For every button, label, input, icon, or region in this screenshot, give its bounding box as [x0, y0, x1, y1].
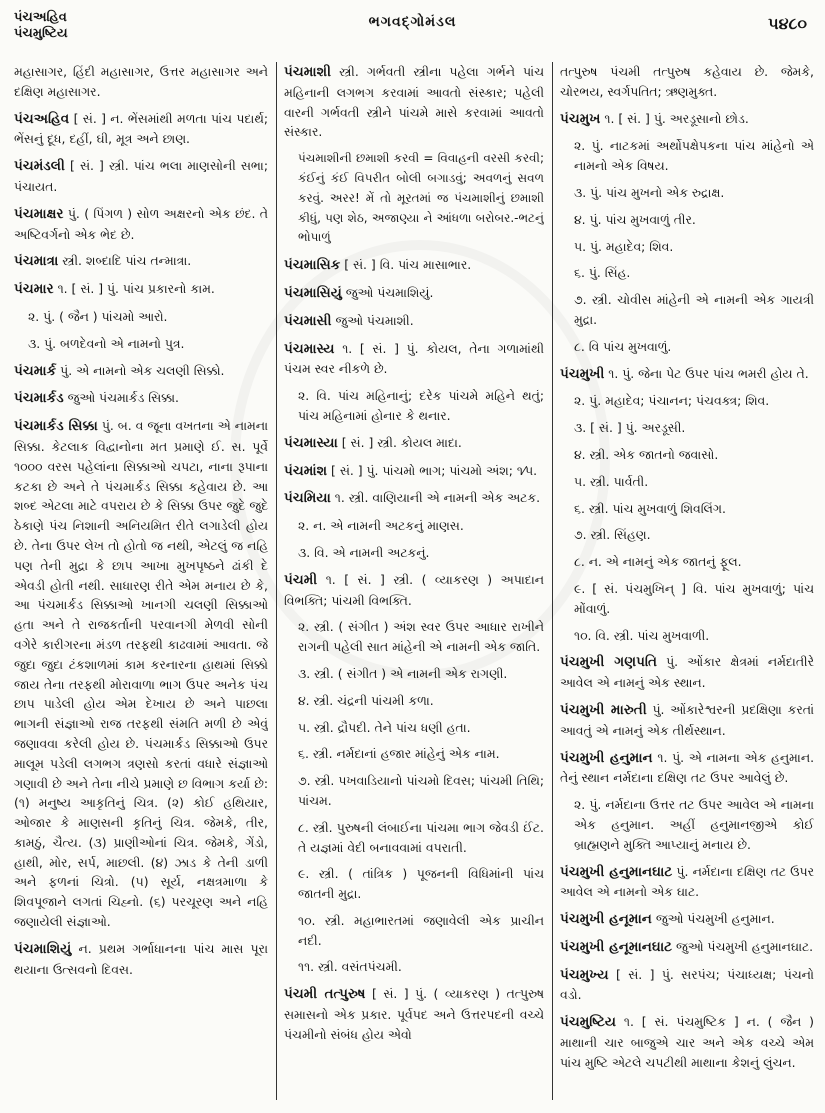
dictionary-entry	[284, 283, 544, 304]
entry-definition: ૧. [ સં. ] પું. પાંચ પ્રકારનો કામ.	[53, 281, 215, 297]
entry-sense: ૮. ન. એ નામનું એક જાતનું ફૂલ.	[574, 554, 742, 570]
column-divider-left	[276, 62, 277, 1100]
entry-definition: [ સં. ] સ્ત્રી. કોયલ માદા.	[337, 434, 462, 450]
dictionary-entry	[560, 364, 814, 385]
entry-definition: ૧. [ સં. પંચમુષ્ટિક ] ન. ( જૈન ) માથાની ચાર બાજુએ ચાર અને એક વચ્ચે એમ પાંચ મુષ્ટિ એટલે ચપટીથી માથાના કેશનું લુંચન.	[560, 1014, 814, 1070]
entry-sense: ૨. સ્ત્રી. ( સંગીત ) અંશ સ્વર ઉપર આધાર રાખીને રાગની પહેલી સાત માંહેની એ નામની એક જાતિ.	[298, 619, 544, 655]
dictionary-entry	[560, 748, 814, 789]
dictionary-entry	[14, 156, 268, 197]
entry-definition: પું. એ નામનો એક ચલણી સિક્કો.	[56, 362, 225, 378]
entry-headword: પંચમી તત્પુરુષ	[284, 986, 366, 1003]
entry-headword: પંચમાસ્ય	[284, 340, 335, 357]
dictionary-entry	[284, 984, 544, 1044]
entry-sense: ૯. [ સં. પંચમુખિન્ ] વિ. પાંચ મુખવાળું; પાંચ મોંવાળું.	[574, 580, 814, 616]
entry-sense: ૫. સ્ત્રી. દ્રૌપદી. તેને પાંચ ધણી હતા.	[298, 719, 471, 735]
continued-text: તત્પુરુષ પંચમી તત્પુરુષ કહેવાય છે. જેમકે, ચોરભય, સ્વર્ગપતિત; ઋણમુક્ત.	[560, 64, 814, 99]
entry-sense: ૨. પું. ( જૈન ) પાંચમો આરો.	[28, 308, 168, 324]
dictionary-title: ભગવદ્ગોમંડલ	[368, 14, 457, 30]
dictionary-entry	[560, 937, 814, 958]
entry-sense: ૩. વિ. એ નામની અટકનું.	[298, 544, 430, 560]
dictionary-entry	[284, 255, 544, 276]
entry-sense: ૩. સ્ત્રી. ( સંગીત ) એ નામની એક રાગણી.	[298, 665, 508, 681]
entry-definition: ૧. [ સં. ] સ્ત્રી. ( વ્યાકરણ ) અપાદાન વિભક્તિ; પાંચમી વિભક્તિ.	[284, 571, 544, 608]
entry-sense: ૮. સ્ત્રી. પુરુષની લંબાઈના પાંચમા ભાગ જેવડી ઈંટ. તે યજ્ઞમાં વેદી બનાવવામાં વપરાતી.	[298, 819, 544, 855]
entry-headword: પંચમાર્કડ	[14, 390, 64, 407]
entry-sense: ૭. સ્ત્રી. પખવાડિયાનો પાંચમો દિવસ; પાંચમી તિથિ; પાંચમ.	[298, 773, 544, 808]
entry-definition: ૧. [ સં. ] પું. કોયલ, તેના ગળામાંથી પંચમ સ્વર નીકળે છે.	[284, 340, 544, 377]
entry-sense: ૫. સ્ત્રી. પાર્વતી.	[574, 473, 649, 489]
usage-quote: પંચમાશીની છમાશી કરવી = વિવાહની વરસી કરવી; કંઈનું કંઈ વિપરીત બોલી બગાડવું; અવળનું સવળ કરવું. અરર! મેં તો મૂરતમાં જ પંચમાશીનું છમાશી કીધું, પણ શેઠ, અજાણ્યા ને આંધળા બરોબર.-ભટનું ભોપાળું	[298, 151, 544, 245]
entry-definition: ૧. પું. જેના પેટ ઉપર પાંચ ભમરી હોય તે.	[604, 365, 809, 381]
entry-sense: ૬. પું. સિંહ.	[574, 265, 631, 281]
dictionary-entry	[14, 279, 268, 300]
dictionary-entry	[560, 700, 814, 741]
dictionary-entry	[560, 862, 814, 903]
entry-headword: પંચમુખી ગણપતિ	[560, 654, 657, 671]
entry-headword: પંચમુખી હનૂમાન	[560, 911, 652, 928]
entry-definition: [ સં. ] સ્ત્રી. પાંચ ભલા માણસોની સભા; પંચાયત.	[14, 158, 268, 194]
dictionary-entry	[284, 570, 544, 611]
guide-word-last: પંચમુષ્ટિય	[14, 26, 68, 41]
page-number: ૫૪૮૦	[768, 14, 807, 33]
entry-headword: પંચમુખી હનૂમાનઘાટ	[560, 938, 673, 955]
entry-definition: પું. બ. વ જૂના વખતના એ નામના સિક્કા. કેટલાક વિદ્વાનોના મત પ્રમાણે ઈ. સ. પૂર્વે ૧૦૦૦ વરસ પહેલાંના સિક્કાઓ ચપટા, નાના રૂપાના કટકા છે અને તે પંચમાર્કડ સિક્કા કહેવાય છે. આ શબ્દ એટલા માટે વપરાય છે કે સિક્કા ઉપર જુદે જુદે ઠેકાણે પંચ નિશાની અનિયમિત રીતે લગાડેલી હોય છે. તેના ઉપર લેખ તો હોતો જ નથી, એટલું જ નહિ પણ તેની મુદ્રા કે છાપ આખા મુખપૃષ્ઠને ઢાંકી દે એવડી હોતી નથી. સાધારણ રીતે એમ મનાય છે કે, આ પંચમાર્કડ સિક્કાઓ ખાનગી ચલણી સિક્કાઓ હતા અને તે રાજકર્તાની પરવાનગી મેળવી સોની વગેરે કારીગરના મંડળ તરફથી કાઢવામાં આવતા. જે જુદા જુદા ટંકશાળમાં કામ કરનારના હાથમાં સિક્કો જાય તેના તરફથી મોરાવાળા ભાગ ઉપર અનેક પંચ છાપ પાડેલી હોય એમ દેખાય છે અને પાછલા ભાગની સંજ્ઞાઓ રાજ તરફથી સંમતિ મળી છે એવું જણાવવા કરેલી હોય છે. પંચમાર્કડ સિક્કાઓ ઉપર માલૂમ પડેલી લગભગ ત્રણસો કરતાં વધારે સંજ્ઞાઓ ગણાવી છે અને તેના નીચે પ્રમાણે છ વિભાગ કર્યા છે: (૧) મનુષ્ય આકૃતિનું ચિત્ર. (૨) કોઈ હથિયાર, ઓજાર કે માણસની કૃતિનું ચિત્ર. જેમકે, તીર, કામઠું, ચૈત્ય. (૩) પ્રાણીઓનાં ચિત્ર. જેમકે, ગેંડો, હાથી, મોર, સર્પ, માછલી. (૪) ઝાડ કે તેની ડાળી અને ફળનાં ચિત્રો. (૫) સૂર્ય, નક્ષત્રમાળા કે શિવપૂજાને લગતાં ચિહ્નો. (૬) પરચૂરણ અને નહિ જણાયેલી સંજ્ઞાઓ.	[14, 418, 268, 930]
dictionary-entry	[14, 939, 268, 980]
entry-definition: ૧. સ્ત્રી. વાણિયાની એ નામની એક અટક.	[330, 490, 541, 506]
entry-headword: પંચમાસિક	[284, 257, 341, 274]
entry-definition: ૧. [ સં. ] પું. અરડૂસાનો છોડ.	[600, 110, 749, 126]
entry-sense: ૨. પું. મહાદેવ; પંચાનન; પંચવક્ત્ર; શિવ.	[574, 393, 770, 409]
continued-text: મહાસાગર, હિંદી મહાસાગર, ઉત્તર મહાસાગર અને દક્ષિણ મહાસાગર.	[14, 64, 268, 99]
entry-sense: ૬. સ્ત્રી. નર્મદાનાં હજાર માંહેનું એક નામ.	[298, 746, 500, 762]
entry-sense: ૨. વિ. પાંચ મહિનાનું; દરેક પાંચમે મહિને થતું; પાંચ મહિનામાં હોનાર કે થનાર.	[298, 388, 544, 423]
dictionary-entry	[560, 652, 814, 693]
entry-headword: પંચમિયા	[284, 490, 331, 507]
entry-sense: ૧૦. વિ. સ્ત્રી. પાંચ મુખવાળી.	[574, 627, 710, 643]
dictionary-entry	[284, 311, 544, 332]
column-right	[560, 62, 814, 1102]
dictionary-entry	[14, 204, 268, 245]
entry-definition: જુઓ પંચમુખી હનુમાનઘાટ.	[672, 938, 814, 954]
entry-headword: પંચમાંશ	[284, 462, 328, 479]
entry-headword: પંચમુખી હનુમાનઘાટ	[560, 863, 673, 880]
entry-headword: પંચમાશી	[284, 64, 331, 80]
column-divider-right	[552, 62, 553, 1100]
entry-sense: ૫. પું. મહાદેવ; શિવ.	[574, 238, 674, 254]
entry-headword: પંચમાર	[14, 281, 54, 298]
dictionary-entry	[14, 416, 268, 932]
entry-sense: ૧૦. સ્ત્રી. મહાભારતમાં જણાવેલી એક પ્રાચીન નદી.	[298, 912, 544, 948]
dictionary-entry	[284, 488, 544, 509]
entry-headword: પંચમાસી	[284, 312, 332, 329]
entry-definition: પું. નર્મદાના દક્ષિણ તટ ઉપર આવેલ એ નામનો એક ઘાટ.	[560, 863, 814, 900]
entry-definition: [ સં. ] વિ. પાંચ માસાભાર.	[340, 257, 472, 273]
entry-headword: પંચમુખી	[560, 365, 605, 382]
entry-sense: ૬. સ્ત્રી. પાંચ મુખવાળું શિવલિંગ.	[574, 500, 726, 516]
column-middle	[284, 62, 544, 1102]
entry-sense: ૩. [ સં. ] પું. અરડૂસી.	[574, 420, 686, 436]
page-header	[0, 0, 825, 42]
entry-sense: ૭. સ્ત્રી. સિંહણ.	[574, 527, 651, 543]
entry-headword: પંચઅહિવ	[14, 110, 70, 127]
entry-headword: પંચમાર્કડ સિક્કા	[14, 418, 98, 435]
entry-headword: પંચમુખી મારુતી	[560, 701, 647, 718]
entry-sense: ૯. સ્ત્રી. ( તાંત્રિક ) પૂજનની વિધિમાંની પાંચ જાતની મુદ્રા.	[298, 866, 544, 902]
entry-definition: [ સં. ] ન. ભેંસમાંથી મળતા પાંચ પદાર્થ; ભેંસનું દૂધ, દહીં, ઘી, મૂત્ર અને છાણ.	[14, 110, 268, 147]
entry-headword: પંચમાસ્યા	[284, 434, 338, 451]
entry-headword: પંચમુખી હનુમાન	[560, 749, 653, 766]
entry-sense: ૨. ન. એ નામની અટકનું માણસ.	[298, 518, 464, 534]
dictionary-entry	[14, 109, 268, 150]
entry-definition: પું. ( પિંગળ ) સોળ અક્ષરનો એક છંદ. તે અષ્ટિવર્ગનો એક ભેદ છે.	[14, 205, 268, 242]
dictionary-entry	[14, 361, 268, 382]
dictionary-entry	[14, 388, 268, 409]
entry-headword: પંચમુખ્ય	[560, 966, 609, 983]
dictionary-entry	[284, 461, 544, 482]
dictionary-entry	[14, 251, 268, 272]
entry-headword: પંચમાસિયું	[284, 284, 342, 301]
entry-headword: પંચમાત્રા	[14, 253, 59, 270]
guide-word-first: પંચઅહિવ	[14, 10, 67, 25]
entry-definition: [ સં. ] પું. સરપંચ; પંચાધ્યક્ષ; પંચનો વડો.	[560, 966, 814, 1003]
entry-headword: પંચમાર્ક	[14, 362, 57, 379]
dictionary-entry	[284, 339, 544, 380]
entry-headword: પંચમાક્ષર	[14, 205, 64, 222]
entry-definition: જુઓ પંચમાશિયું.	[341, 284, 434, 300]
dictionary-entry	[560, 109, 814, 130]
entry-definition: પું. ઓંકારેશ્વરની પ્રદક્ષિણા કરતાં આવતું એ નામનું એક તીર્થસ્થાન.	[560, 701, 814, 738]
entry-definition: જુઓ પંચમાશી.	[331, 312, 414, 328]
entry-headword: પંચમુષ્ટિય	[560, 1014, 617, 1031]
entry-sense: ૨. પું. નર્મદાના ઉત્તર તટ ઉપર આવેલ એ નામના એક હનુમાન. અહીં હનુમાનજીએ કોઈ બ્રાહ્મણને મુક્તિ આપ્યાનું મનાય છે.	[574, 797, 814, 852]
entry-definition: ન. પ્રથમ ગર્ભાધાનના પાંચ માસ પૂરા થયાના ઉત્સવનો દિવસ.	[14, 940, 268, 977]
dictionary-entry	[284, 62, 544, 142]
dictionary-entry	[560, 909, 814, 930]
entry-sense: ૩. પું. પાંચ મુખનો એક રુદ્રાક્ષ.	[574, 184, 725, 200]
entry-definition: જુઓ પંચમુખી હનુમાન.	[651, 911, 775, 927]
dictionary-entry	[560, 1012, 814, 1072]
entry-headword: પંચમંડલી	[14, 158, 65, 175]
entry-sense: ૩. પું. બળદેવનો એ નામનો પુત્ર.	[28, 335, 185, 351]
entry-sense: ૪. પું. પાંચ મુખવાળું તીર.	[574, 211, 696, 227]
entry-definition: પું. ઓંકાર ક્ષેત્રમાં નર્મદાતીરે આવેલ એ નામનું એક સ્થાન.	[560, 654, 814, 691]
entry-sense: ૪. સ્ત્રી. એક જાતનો જવાસો.	[574, 446, 719, 462]
entry-definition: સ્ત્રી. ગર્ભવતી સ્ત્રીના પહેલા ગર્ભને પાંચ મહિનાની લગભગ કરવામાં આવતો સંસ્કાર; પહેલી વારની ગર્ભવતી સ્ત્રીને પાંચમે માસે કરવામાં આવતો સંસ્કાર.	[284, 64, 544, 140]
entry-headword: પંચમાશિયું	[14, 940, 72, 957]
dictionary-entry	[560, 965, 814, 1006]
entry-headword: પંચમુખ	[560, 110, 601, 127]
entry-definition: ૧. પું. એ નામના એક હનુમાન. તેનું સ્થાન નર્મદાના દક્ષિણ તટ ઉપર આવેલું છે.	[560, 749, 814, 786]
entry-sense: ૧૧. સ્ત્રી. વસંતપંચમી.	[298, 959, 402, 975]
entry-definition: [ સં. ] પું. ( વ્યાકરણ ) તત્પુરુષ સમાસનો એક પ્રકાર. પૂર્વપદ અને ઉત્તરપદની વચ્ચે પંચમીનો સંબંધ હોય એવો	[284, 986, 544, 1042]
column-left	[14, 62, 268, 1102]
entry-sense: ૪. સ્ત્રી. ચંદ્રની પાંચમી કળા.	[298, 692, 434, 708]
entry-sense: ૭. સ્ત્રી. ચોવીસ માંહેની એ નામની એક ગાયત્રી મુદ્રા.	[574, 292, 814, 327]
entry-definition: સ્ત્રી. શબ્દાદિ પાંચ તન્માત્રા.	[58, 253, 192, 269]
dictionary-entry	[284, 433, 544, 454]
entry-sense: ૮. વિ પાંચ મુખવાળું.	[574, 338, 672, 354]
entry-definition: [ સં. ] પું. પાંચમો ભાગ; પાંચમો અંશ; ૧⁄૫.	[327, 462, 538, 478]
entry-definition: જુઓ પંચમાર્કડ સિક્કા.	[63, 390, 180, 406]
entry-sense: ૨. પું. નાટકમાં અર્થોપક્ષેપકના પાંચ માંહેનો એ નામનો એક વિષય.	[574, 138, 814, 174]
entry-headword: પંચમી	[284, 571, 318, 588]
